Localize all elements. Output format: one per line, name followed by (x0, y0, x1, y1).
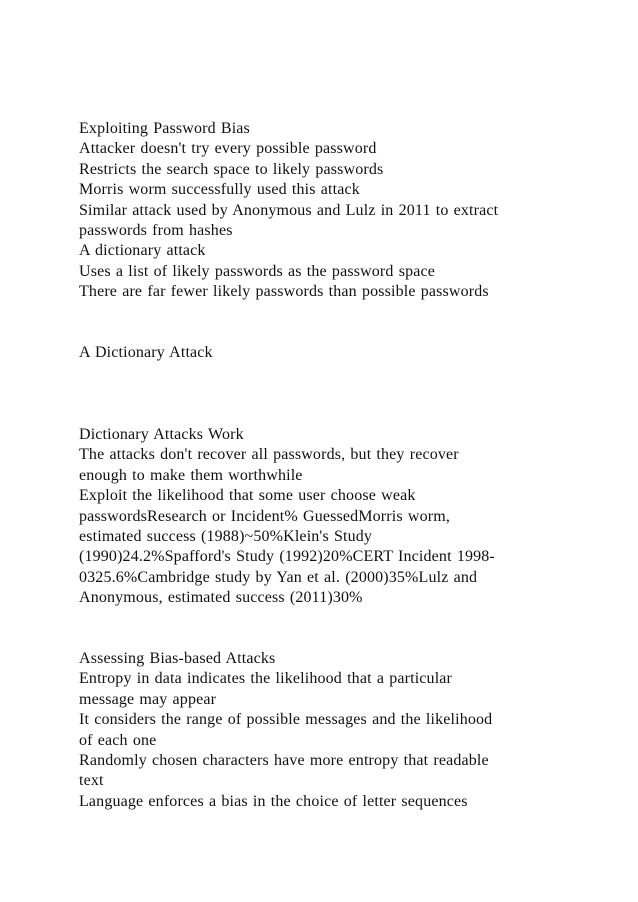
text-line: The attacks don't recover all passwords, but they recover (79, 446, 459, 464)
text-line: of each one (79, 731, 157, 749)
section-assessing-bias-based-attacks (79, 649, 559, 812)
text-line: estimated success (1988)~50%Klein's Study (79, 528, 373, 546)
text-line: A dictionary attack (79, 242, 206, 260)
text-line: Entropy in data indicates the likelihood that a particular (79, 670, 453, 688)
text-line: Similar attack used by Anonymous and Lulz in 2011 to extract (79, 201, 499, 219)
text-line: It considers the range of possible messages and the likelihood (79, 711, 493, 729)
section-heading: Exploiting Password Bias (79, 120, 250, 137)
text-line: passwordsResearch or Incident% GuessedMorris worm, (79, 507, 450, 525)
text-line: enough to make them worthwhile (79, 466, 303, 484)
text-line: There are far fewer likely passwords than possible passwords (79, 283, 489, 301)
section-heading: Assessing Bias-based Attacks (79, 650, 276, 667)
text-line: Uses a list of likely passwords as the password space (79, 262, 435, 280)
text-line: Exploit the likelihood that some user choose weak (79, 487, 416, 505)
text-line: Attacker doesn't try every possible password (79, 140, 377, 158)
text-line: Anonymous, estimated success (2011)30% (79, 589, 363, 607)
text-line: 0325.6%Cambridge study by Yan et al. (2000)35%Lulz and (79, 568, 478, 586)
section-exploiting-password-bias (79, 119, 559, 303)
section-heading: A Dictionary Attack (79, 344, 213, 361)
text-line: message may appear (79, 690, 217, 708)
text-line: Randomly chosen characters have more entropy that readable (79, 752, 489, 770)
text-line: Restricts the search space to likely passwords (79, 160, 384, 178)
section-heading: Dictionary Attacks Work (79, 426, 244, 443)
section-dictionary-attacks-work (79, 425, 559, 609)
text-line: Language enforces a bias in the choice of letter sequences (79, 792, 468, 810)
text-line: Morris worm successfully used this attack (79, 181, 360, 199)
text-line: (1990)24.2%Spafford's Study (1992)20%CERT Incident 1998- (79, 548, 495, 566)
text-line: text (79, 772, 104, 790)
section-a-dictionary-attack (79, 343, 559, 363)
text-line: passwords from hashes (79, 222, 233, 240)
